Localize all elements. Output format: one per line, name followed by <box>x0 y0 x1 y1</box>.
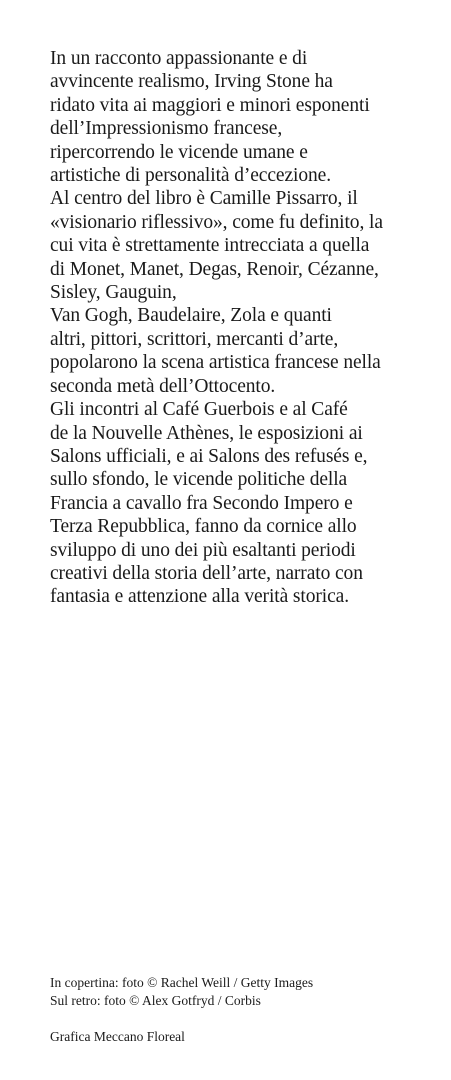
blurb-line: de la Nouvelle Athènes, le esposizioni ai <box>50 422 363 444</box>
blurb-line: altri, pittori, scrittori, mercanti d’arte, <box>50 328 339 350</box>
blurb-line: popolarono la scena artistica francese nella <box>50 352 381 374</box>
blurb-line: sviluppo di uno dei più esaltanti periodi <box>50 539 356 561</box>
blurb-line: Salons ufficiali, e ai Salons des refusés e, <box>50 445 368 467</box>
blurb-line: sullo sfondo, le vicende politiche della <box>50 469 348 491</box>
graphic-design-credit: Grafica Meccano Floreal <box>50 1029 185 1044</box>
blurb-line: fantasia e attenzione alla verità storica. <box>50 586 349 608</box>
blurb-line: creativi della storia dell’arte, narrato con <box>50 562 363 584</box>
blurb-line: dell’Impressionismo francese, <box>50 118 283 140</box>
book-blurb <box>50 47 410 609</box>
blurb-line: «visionario riflessivo», come fu definito, la <box>50 211 383 233</box>
blurb-line: cui vita è strettamente intrecciata a quella <box>50 235 370 257</box>
blurb-line: Van Gogh, Baudelaire, Zola e quanti <box>50 305 332 327</box>
blurb-line: Terza Repubblica, fanno da cornice allo <box>50 516 357 538</box>
blurb-line: avvincente realismo, Irving Stone ha <box>50 71 333 93</box>
blurb-line: Francia a cavallo fra Secondo Impero e <box>50 492 353 514</box>
photo-credits <box>50 974 430 1009</box>
blurb-line: In un racconto appassionante e di <box>50 48 308 69</box>
blurb-line: di Monet, Manet, Degas, Renoir, Cézanne, <box>50 258 379 280</box>
blurb-line: Sisley, Gauguin, <box>50 282 177 304</box>
blurb-line: seconda metà dell’Ottocento. <box>50 375 276 397</box>
blurb-line: ridato vita ai maggiori e minori esponenti <box>50 94 370 116</box>
blurb-line: artistiche di personalità d’eccezione. <box>50 165 331 187</box>
back-photo-credit: Sul retro: foto © Alex Gotfryd / Corbis <box>50 992 261 1008</box>
cover-photo-credit: In copertina: foto © Rachel Weill / Getty Images <box>50 975 314 990</box>
blurb-line: Gli incontri al Café Guerbois e al Café <box>50 399 348 421</box>
blurb-line: ripercorrendo le vicende umane e <box>50 141 308 163</box>
blurb-line: Al centro del libro è Camille Pissarro, il <box>50 188 358 210</box>
